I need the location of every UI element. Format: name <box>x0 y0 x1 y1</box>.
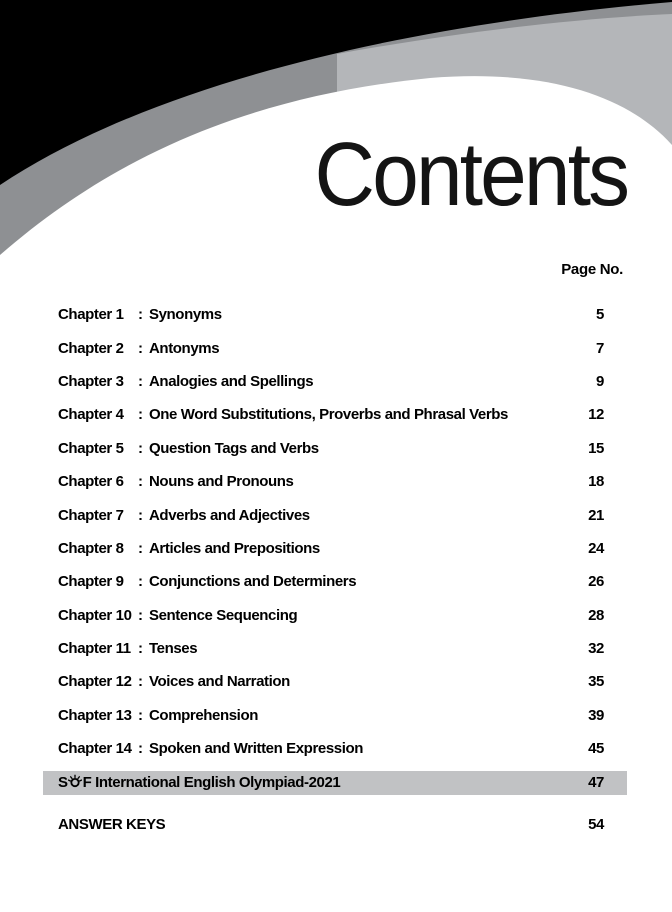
chapter-title: Nouns and Pronouns <box>149 473 294 491</box>
chapter-separator: : <box>138 539 143 557</box>
toc-row <box>58 498 604 531</box>
chapter-title: Analogies and Spellings <box>149 372 314 390</box>
answer-keys-label: ANSWER KEYS <box>58 816 166 834</box>
chapter-label: Chapter 8 <box>58 539 124 557</box>
chapter-title: One Word Substitutions, Proverbs and Phrasal Verbs <box>149 406 508 424</box>
page-number: 9 <box>596 372 604 390</box>
toc-row <box>58 565 604 598</box>
chapter-label: Chapter 14 <box>58 740 132 758</box>
chapter-title: Voices and Narration <box>149 673 290 691</box>
chapter-label: Chapter 9 <box>58 573 124 591</box>
page-number: 5 <box>596 306 604 324</box>
chapter-separator: : <box>138 439 143 457</box>
chapter-separator: : <box>138 606 143 624</box>
toc-row <box>58 732 604 765</box>
page-number: 35 <box>588 673 604 691</box>
chapter-label: Chapter 12 <box>58 673 132 691</box>
chapter-title: Comprehension <box>149 706 258 724</box>
chapter-label: Chapter 7 <box>58 506 124 524</box>
chapter-label: Chapter 5 <box>58 439 124 457</box>
toc-row <box>58 365 604 398</box>
chapter-label: Chapter 11 <box>58 640 131 658</box>
page-number: 45 <box>588 740 604 758</box>
chapter-title: Synonyms <box>149 306 222 324</box>
chapter-label: Chapter 4 <box>58 406 124 424</box>
chapter-separator: : <box>138 372 143 390</box>
special-row-text: F International English Olympiad-2021 <box>82 774 341 792</box>
page-number: 39 <box>588 706 604 724</box>
page-number: 24 <box>588 539 604 557</box>
page-number: 18 <box>588 473 604 491</box>
toc-row <box>58 331 604 364</box>
sof-sun-logo-icon <box>68 774 82 789</box>
sof-prefix-letter: S <box>58 774 68 792</box>
toc-row <box>58 465 604 498</box>
page-number: 28 <box>588 606 604 624</box>
toc-row <box>58 665 604 698</box>
page-number: 47 <box>588 774 604 792</box>
chapter-separator: : <box>138 306 143 324</box>
chapter-separator: : <box>138 406 143 424</box>
toc-answer-keys-row <box>58 808 604 842</box>
page-number: 21 <box>588 506 604 524</box>
chapter-label: Chapter 2 <box>58 339 124 357</box>
special-row-title <box>58 774 564 791</box>
page-number: 7 <box>596 339 604 357</box>
chapter-separator: : <box>138 640 143 658</box>
toc-row <box>58 432 604 465</box>
toc-list <box>58 298 604 842</box>
chapter-title: Articles and Prepositions <box>149 539 320 557</box>
chapter-title: Sentence Sequencing <box>149 606 298 624</box>
chapter-title: Antonyms <box>149 339 220 357</box>
page-number: 54 <box>588 816 604 834</box>
chapter-separator: : <box>138 473 143 491</box>
page-title: Contents <box>314 125 627 225</box>
toc-row <box>58 599 604 632</box>
chapter-label: Chapter 10 <box>58 606 132 624</box>
chapter-title: Question Tags and Verbs <box>149 439 319 457</box>
chapter-title: Spoken and Written Expression <box>149 740 364 758</box>
chapter-separator: : <box>138 506 143 524</box>
chapter-label: Chapter 3 <box>58 372 124 390</box>
toc-row <box>58 298 604 331</box>
chapter-label: Chapter 13 <box>58 706 132 724</box>
chapter-separator: : <box>138 740 143 758</box>
chapter-label: Chapter 1 <box>58 306 124 324</box>
chapter-title: Tenses <box>149 640 198 658</box>
toc-row <box>58 532 604 565</box>
chapter-separator: : <box>138 706 143 724</box>
toc-row <box>58 699 604 732</box>
chapter-label: Chapter 6 <box>58 473 124 491</box>
page-number: 15 <box>588 439 604 457</box>
chapter-separator: : <box>138 339 143 357</box>
page-number: 32 <box>588 640 604 658</box>
chapter-title: Conjunctions and Determiners <box>149 573 357 591</box>
page-number: 12 <box>588 406 604 424</box>
chapter-separator: : <box>138 673 143 691</box>
chapter-separator: : <box>138 573 143 591</box>
toc-row <box>58 398 604 431</box>
toc-row <box>58 632 604 665</box>
page-no-column-header: Page No. <box>561 261 623 278</box>
page-number: 26 <box>588 573 604 591</box>
chapter-title: Adverbs and Adjectives <box>149 506 310 524</box>
toc-special-row <box>43 771 627 795</box>
